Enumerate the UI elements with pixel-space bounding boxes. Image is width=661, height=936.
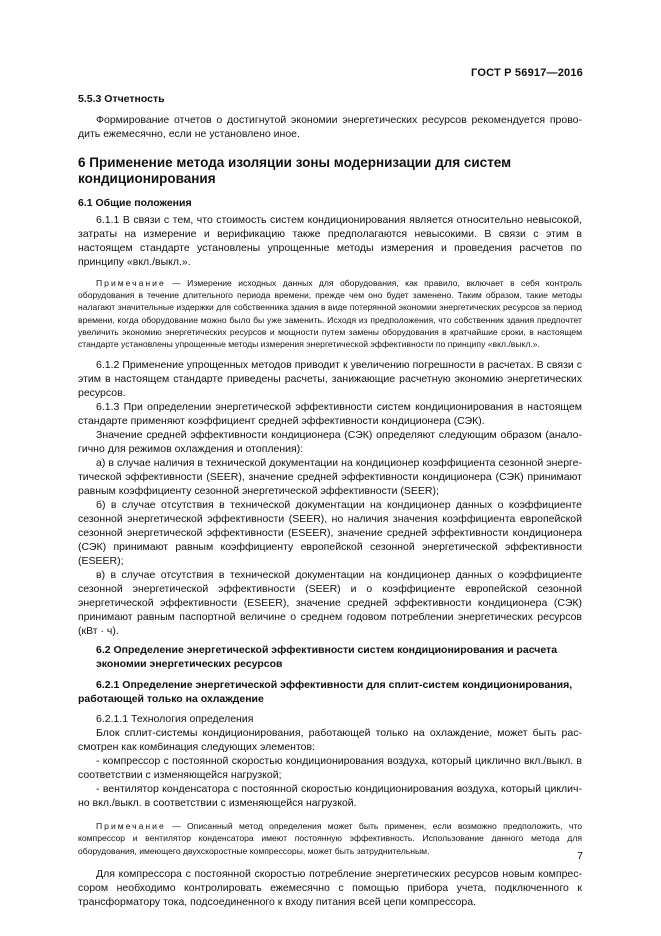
list-item-fan: - вентилятор конденсатора с постоянной скоростью кондиционирования воздуха, который циклично вкл./выкл. в соответствии с изменяющейся нагрузкой. <box>78 783 582 810</box>
note-2 <box>78 820 582 857</box>
list-item-v: в) в случае отсутствия в технической документации на кондиционер данных о коэффициенте сезонной энергетической эффективности (SEER) и о коэффициенте европейской сезонной энергетической эффективности (ESEER), значение средней эффективности кондиционера (СЭК) принимают равным паспортной величине о среднем годовом потреблении энергетических ресурсов (кВт · ч). <box>78 569 582 638</box>
paragraph-6-1-3-definition: Значение средней эффективности кондиционера (СЭК) определяют следующим образом (аналогично для режимов охлаждения и отопления): <box>78 429 582 456</box>
paragraph-split-system: Блок сплит-системы кондиционирования, работающей только на охлаждение, может быть рассмотрен как комбинация следующих элементов: <box>78 727 582 754</box>
list-item-a: а) в случае наличия в технической документации на кондиционер коэффициента сезонной энергетической эффективности (SEER), значение средней эффективности кондиционера (СЭК) принимают равным коэффициенту сезонной энергетической эффективности (SEER); <box>78 457 582 498</box>
page-content <box>78 93 582 909</box>
section-5-5-3-paragraph: Формирование отчетов о достигнутой экономии энергетических ресурсов рекомендуется проводить ежемесячно, если не установлено иное. <box>78 114 582 140</box>
paragraph-6-1-3: 6.1.3 При определении энергетической эффективности систем кондиционирования в настоящем стандарте применяют коэффициент средней эффективности кондиционера (СЭК). <box>78 401 582 428</box>
section-6-title: 6 Применение метода изоляции зоны модернизации для систем кондиционирования <box>78 155 512 186</box>
section-5-5-3-title: 5.5.3 Отчетность <box>78 93 165 105</box>
note-1 <box>78 277 582 350</box>
section-6-1-title: 6.1 Общие положения <box>78 197 192 209</box>
note-1-text: — Измерение исходных данных для оборудования, как правило, включает в себя контроль оборудования в течение длительного периода времени, прежде чем оно будет заменено. Таким образом, такие методы налагают значительные издержки для собственника здания в виде потерянной экономии энергетических ресурсов за период времени, когда оборудование можно было бы уже заменить. Исходя из предположения, что собственник здания предпочтет увеличить экономию энергетических ресурсов и мощности путем замены оборудования в кратчайшие сроки, в настоящем стандарте установлены упрощенные методы измерения энергетической эффективности по принципу «вкл./выкл.». <box>78 278 582 350</box>
paragraph-6-1-1: 6.1.1 В связи с тем, что стоимость систем кондиционирования является относительно невысокой, затраты на измерение и верификацию также предполагаются невысокими. В связи с этим в настоящем стандарте установлены упрощенные методы измерения и проведения расчетов по принципу «вкл./выкл.». <box>78 214 582 268</box>
section-6-2-1-title: 6.2.1 Определение энергетической эффективности для сплит-систем кондиционирования, работающей только на охлаждение <box>78 679 573 705</box>
section-6-2-title: 6.2 Определение энергетической эффективности систем кондиционирования и расчета экономии энергетических ресурсов <box>96 644 558 670</box>
note-2-label: Примечание <box>96 821 166 832</box>
list-item-compressor: - компрессор с постоянной скоростью кондиционирования воздуха, который циклично вкл./выкл. в соответствии с изменяющейся нагрузкой; <box>78 755 582 782</box>
note-1-label: Примечание <box>96 278 166 288</box>
note-2-text: — Описанный метод определения может быть применен, если возможно предположить, что компрессор и вентилятор конденсатора имеют постоянную эффективность. Использование данного метода для оборудования, имеющего двухскоростные компрессоры, может быть затруднительным. <box>78 821 582 856</box>
section-6-2-1-1-title: 6.2.1.1 Технология определения <box>96 713 254 726</box>
standard-header: ГОСТ Р 56917—2016 <box>471 67 583 79</box>
paragraph-6-1-2: 6.1.2 Применение упрощенных методов приводит к увеличению погрешности в расчетах. В связи с этим в настоящем стандарте приведены расчеты, занижающие расчетную экономию энергетических ресурсов. <box>78 359 582 400</box>
list-item-b: б) в случае отсутствия в технической документации на кондиционер данных о коэффициенте сезонной энергетической эффективности (SEER), но наличия значения коэффициента европейской сезонной энергетической эффективности (ESEER), значение средней эффективности кондиционера (СЭК) принимают равным коэффициенту европейской сезонной энергетической эффективности (ESEER); <box>78 499 582 568</box>
page-number: 7 <box>577 850 583 862</box>
paragraph-compressor-metering: Для компрессора с постоянной скоростью потребление энергетических ресурсов новым компрессором необходимо контролировать ежемесячно с помощью прибора учета, подключенного к трансформатору тока, подсоединенного к входу питания всей цепи компрессора. <box>78 867 582 908</box>
